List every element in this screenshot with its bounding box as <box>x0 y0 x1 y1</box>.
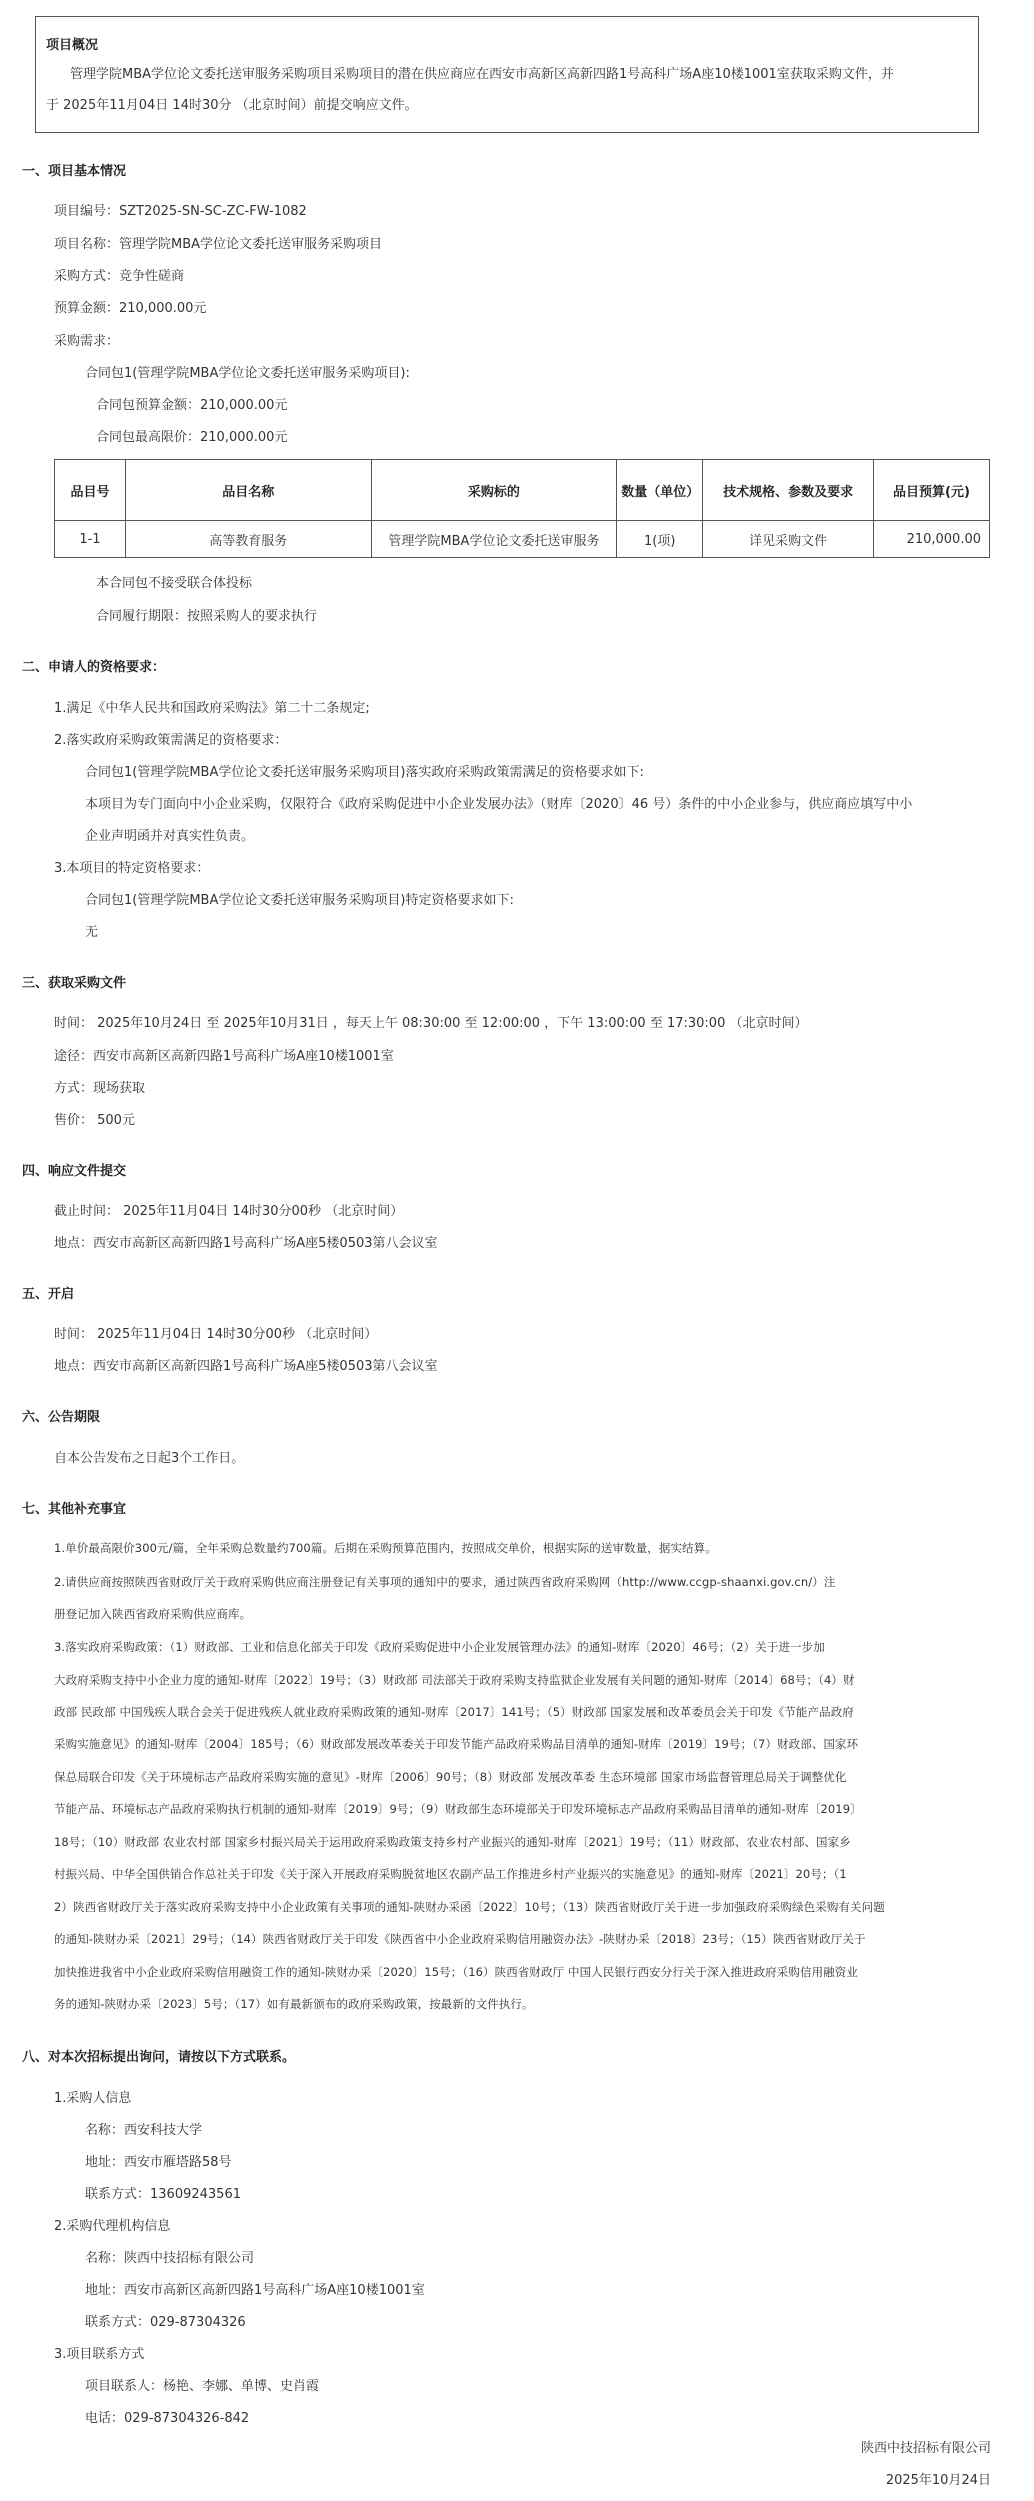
supplement-line: 3.落实政府采购政策：（1）财政部、工业和信息化部关于印发《政府采购促进中小企业发展管理办法》的通知-财库〔2020〕46号；（2）关于进一步加 <box>54 1640 825 1654</box>
project-contact-label: 3.项目联系方式 <box>54 2347 145 2362</box>
table-cell: 管理学院MBA学位论文委托送审服务 <box>371 521 617 558</box>
supplement-line: 2）陕西省财政厅关于落实政府采购支持中小企业政策有关事项的通知-陕财办采函〔2022〕10号；（13）陕西省财政厅关于进一步加强政府采购绿色采购有关问题 <box>54 1900 885 1914</box>
agent-phone: 联系方式：029-87304326 <box>85 2315 246 2330</box>
supplement-line: 18号；（10）财政部 农业农村部 国家乡村振兴局关于运用政府采购政策支持乡村产业振兴的通知-财库〔2021〕19号；（11）财政部、农业农村部、国家乡 <box>54 1835 851 1849</box>
supplement-line: 村振兴局、中华全国供销合作总社关于印发《关于深入开展政府采购脱贫地区农副产品工作推进乡村产业振兴的实施意见》的通知-财库〔2021〕20号；（1 <box>54 1867 847 1881</box>
budget-amount: 预算金额：210,000.00元 <box>54 301 207 316</box>
buyer-address: 地址：西安市雁塔路58号 <box>85 2155 232 2170</box>
items-table <box>54 459 990 558</box>
table-header-cell: 品目号 <box>55 460 126 521</box>
qualification-item-2: 2.落实政府采购政策需满足的资格要求： <box>54 733 288 748</box>
opening-time: 时间： 2025年11月04日 14时30分00秒 （北京时间） <box>54 1327 378 1342</box>
table-header-cell: 品目预算(元) <box>874 460 990 521</box>
agent-name: 名称：陕西中技招标有限公司 <box>85 2251 255 2266</box>
overview-box <box>35 16 979 133</box>
section-6-heading: 六、公告期限 <box>22 1410 101 1425</box>
supplement-line: 政部 民政部 中国残疾人联合会关于促进残疾人就业政府采购政策的通知-财库〔2017〕141号；（5）财政部 国家发展和改革委员会关于印发《节能产品政府 <box>54 1705 854 1719</box>
section-7-heading: 七、其他补充事宜 <box>22 1502 127 1517</box>
supplement-line: 采购实施意见》的通知-财库〔2004〕185号；（6）财政部发展改革委关于印发节能产品政府采购品目清单的通知-财库〔2019〕19号；（7）财政部、国家环 <box>54 1737 859 1751</box>
table-header-cell: 技术规格、参数及要求 <box>703 460 874 521</box>
project-contact-phone: 电话：029-87304326-842 <box>85 2411 250 2426</box>
table-cell: 1(项) <box>617 521 703 558</box>
project-name: 项目名称：管理学院MBA学位论文委托送审服务采购项目 <box>54 237 383 252</box>
project-contact-people: 项目联系人：杨艳、李娜、单博、史肖霞 <box>85 2379 320 2394</box>
package-budget: 合同包预算金额：210,000.00元 <box>96 398 288 413</box>
acquire-time: 时间： 2025年10月24日 至 2025年10月31日 ，每天上午 08:30:00 至 12:00:00 ，下午 13:00:00 至 17:30:00 （北京时间） <box>54 1016 808 1031</box>
overview-title: 项目概况 <box>46 38 99 53</box>
table-header-cell: 品目名称 <box>125 460 371 521</box>
table-header-cell: 数量（单位） <box>617 460 703 521</box>
acquire-way: 方式：现场获取 <box>54 1081 146 1096</box>
qualification-item-3: 3.本项目的特定资格要求： <box>54 861 210 876</box>
qualification-item-2-text-1: 本项目为专门面向中小企业采购，仅限符合《政府采购促进中小企业发展办法》（财库〔2020〕46 号）条件的中小企业参与，供应商应填写中小 <box>85 797 913 812</box>
table-header-row <box>55 460 990 521</box>
qualification-item-3-package: 合同包1(管理学院MBA学位论文委托送审服务采购项目)特定资格要求如下: <box>85 893 514 908</box>
contract-term: 合同履行期限：按照采购人的要求执行 <box>96 609 318 624</box>
supplement-line: 册登记加入陕西省政府采购供应商库。 <box>54 1607 252 1621</box>
procurement-need-label: 采购需求： <box>54 334 120 349</box>
table-header-cell: 采购标的 <box>371 460 617 521</box>
contract-package: 合同包1(管理学院MBA学位论文委托送审服务采购项目): <box>85 366 410 381</box>
buyer-info-label: 1.采购人信息 <box>54 2091 132 2106</box>
no-consortium-note: 本合同包不接受联合体投标 <box>96 576 253 591</box>
supplement-line: 1.单价最高限价300元/篇，全年采购总数量约700篇。后期在采购预算范围内，按照成交单价，根据实际的送审数量，据实结算。 <box>54 1541 717 1555</box>
table-cell: 高等教育服务 <box>125 521 371 558</box>
submission-place: 地点：西安市高新区高新四路1号高科广场A座5楼0503第八会议室 <box>54 1236 438 1251</box>
section-4-heading: 四、响应文件提交 <box>22 1164 127 1179</box>
table-cell: 详见采购文件 <box>703 521 874 558</box>
project-number: 项目编号：SZT2025-SN-SC-ZC-FW-1082 <box>54 204 307 219</box>
agent-address: 地址：西安市高新区高新四路1号高科广场A座10楼1001室 <box>85 2283 425 2298</box>
footer-company: 陕西中技招标有限公司 <box>860 2441 991 2456</box>
footer-date: 2025年10月24日 <box>885 2473 991 2488</box>
qualification-item-2-text-2: 企业声明函并对真实性负责。 <box>85 829 255 844</box>
table-row <box>55 521 990 558</box>
table-cell: 1-1 <box>55 521 126 558</box>
qualification-item-2-package: 合同包1(管理学院MBA学位论文委托送审服务采购项目)落实政府采购政策需满足的资格要求如下: <box>85 765 644 780</box>
supplement-line: 加快推进我省中小企业政府采购信用融资工作的通知-陕财办采〔2020〕15号；（16）陕西省财政厅 中国人民银行西安分行关于深入推进政府采购信用融资业 <box>54 1965 858 1979</box>
package-max-price: 合同包最高限价：210,000.00元 <box>96 430 288 445</box>
notice-period: 自本公告发布之日起3个工作日。 <box>54 1451 245 1466</box>
section-5-heading: 五、开启 <box>22 1287 75 1302</box>
supplement-line: 务的通知-陕财办采〔2023〕5号；（17）如有最新颁布的政府采购政策，按最新的文件执行。 <box>54 1997 534 2011</box>
acquire-place: 途径：西安市高新区高新四路1号高科广场A座10楼1001室 <box>54 1049 394 1064</box>
section-2-heading: 二、申请人的资格要求： <box>22 660 166 675</box>
submission-deadline: 截止时间： 2025年11月04日 14时30分00秒 （北京时间） <box>54 1204 404 1219</box>
supplement-line: 保总局联合印发《关于环境标志产品政府采购实施的意见》-财库〔2006〕90号；（8）财政部 发展改革委 生态环境部 国家市场监督管理总局关于调整优化 <box>54 1770 847 1784</box>
section-3-heading: 三、获取采购文件 <box>22 976 127 991</box>
section-1-heading: 一、项目基本情况 <box>22 164 127 179</box>
qualification-item-1: 1.满足《中华人民共和国政府采购法》第二十二条规定; <box>54 701 370 716</box>
section-8-heading: 八、对本次招标提出询问，请按以下方式联系。 <box>22 2050 296 2065</box>
overview-line-2: 于 2025年11月04日 14时30分 （北京时间）前提交响应文件。 <box>46 98 418 113</box>
buyer-phone: 联系方式：13609243561 <box>85 2187 241 2202</box>
agent-info-label: 2.采购代理机构信息 <box>54 2219 171 2234</box>
buyer-name: 名称：西安科技大学 <box>85 2123 203 2138</box>
supplement-line: 节能产品、环境标志产品政府采购执行机制的通知-财库〔2019〕9号；（9）财政部生态环境部关于印发环境标志产品政府采购品目清单的通知-财库〔2019〕 <box>54 1802 862 1816</box>
acquire-price: 售价： 500元 <box>54 1113 135 1128</box>
supplement-line: 大政府采购支持中小企业力度的通知-财库〔2022〕19号；（3）财政部 司法部关于政府采购支持监狱企业发展有关问题的通知-财库〔2014〕68号；（4）财 <box>54 1673 855 1687</box>
overview-line-1: 管理学院MBA学位论文委托送审服务采购项目采购项目的潜在供应商应在西安市高新区高新四路1号高科广场A座10楼1001室获取采购文件，并 <box>70 67 894 82</box>
supplement-line: 2.请供应商按照陕西省财政厅关于政府采购供应商注册登记有关事项的通知中的要求，通过陕西省政府采购网（http://www.ccgp-shaanxi.gov.cn/）注 <box>54 1575 836 1589</box>
table-cell: 210,000.00 <box>874 521 990 558</box>
supplement-line: 的通知-陕财办采〔2021〕29号；（14）陕西省财政厅关于印发《陕西省中小企业政府采购信用融资办法》-陕财办采〔2018〕23号；（15）陕西省财政厅关于 <box>54 1932 866 1946</box>
procurement-method: 采购方式：竞争性磋商 <box>54 269 185 284</box>
qualification-item-3-none: 无 <box>85 925 99 940</box>
opening-place: 地点：西安市高新区高新四路1号高科广场A座5楼0503第八会议室 <box>54 1359 438 1374</box>
